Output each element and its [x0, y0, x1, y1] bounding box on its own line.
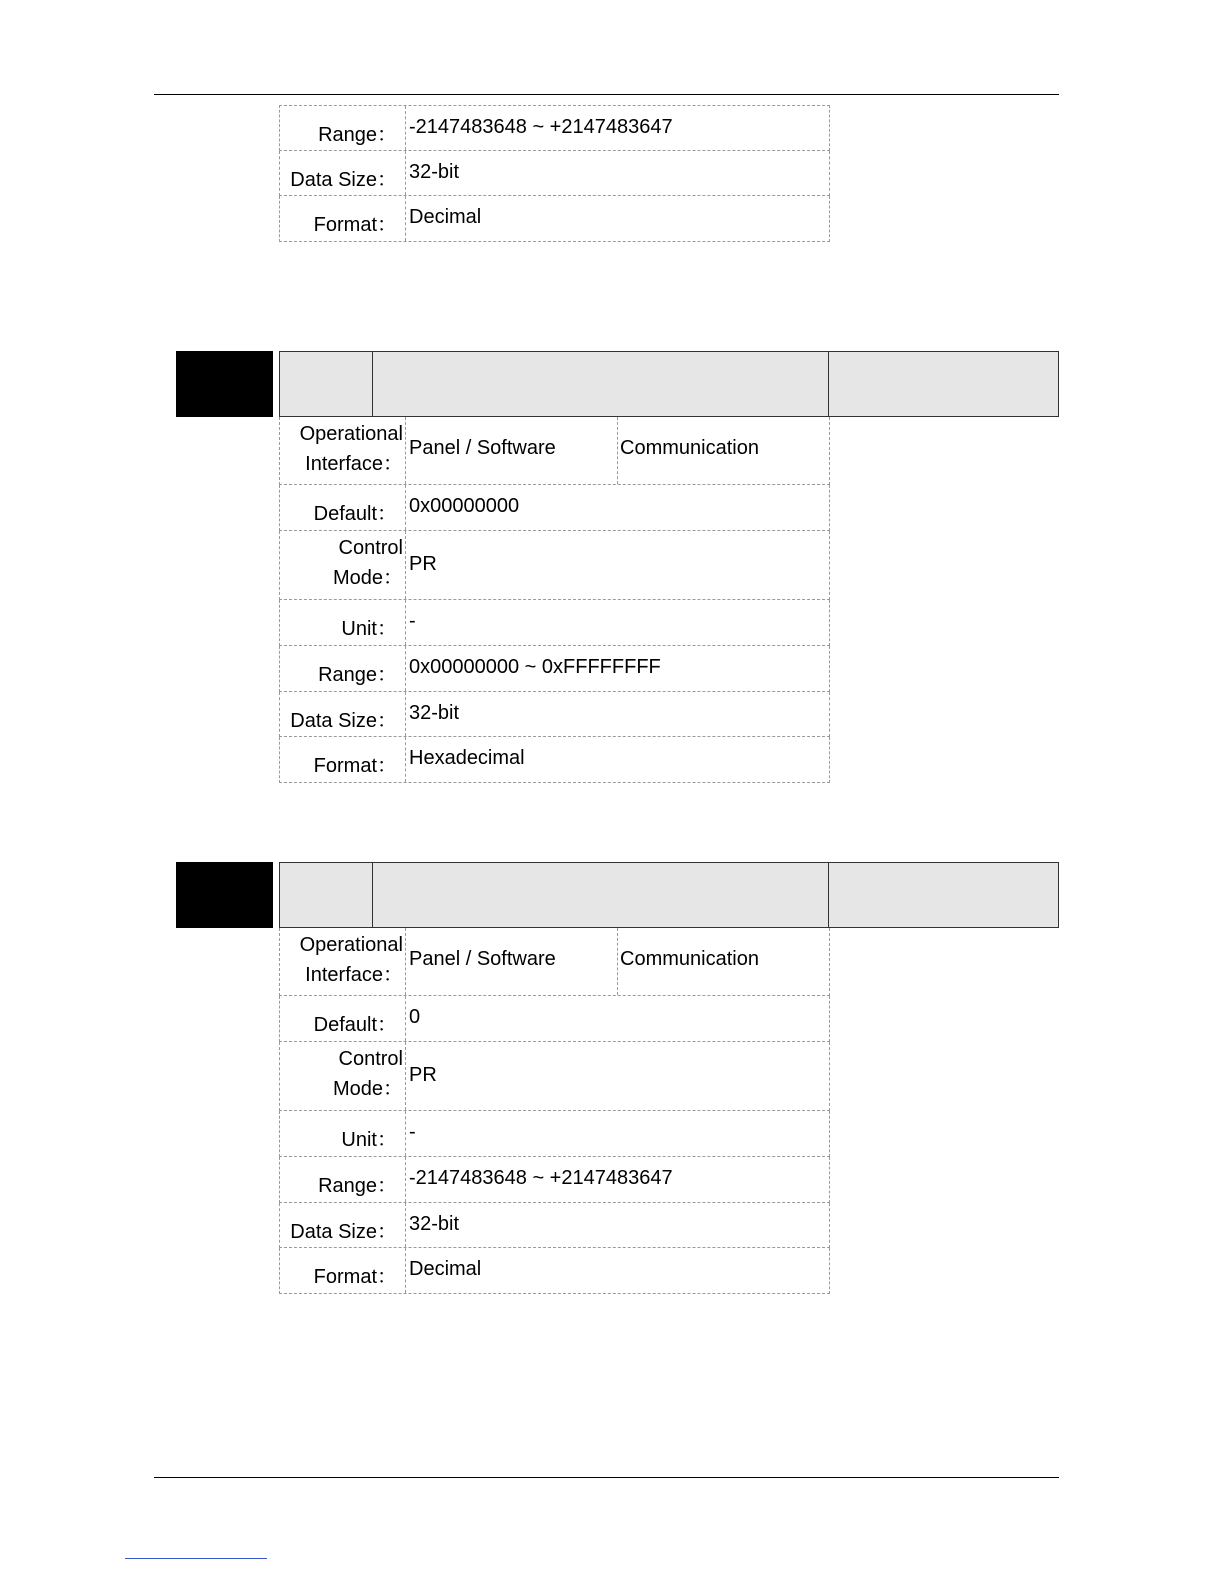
interface-panel-software: Panel / Software	[409, 437, 556, 459]
unit-label: Unit：	[341, 618, 397, 640]
format-label: Format：	[313, 1266, 397, 1288]
range-row	[279, 1157, 830, 1203]
data-size-row	[279, 692, 830, 737]
param2-code-box	[176, 862, 273, 928]
unit-value: -	[409, 610, 416, 632]
range-value: 0x00000000 ~ 0xFFFFFFFF	[409, 656, 661, 678]
data-size-label: Data Size：	[290, 710, 397, 732]
footer-link-underline[interactable]	[125, 1558, 267, 1559]
control-mode-label-line1: Control	[338, 1048, 403, 1070]
data-size-row	[279, 151, 830, 196]
param2-table	[279, 928, 830, 1294]
default-label: Default：	[313, 1014, 397, 1036]
data-size-value: 32-bit	[409, 1213, 460, 1235]
control-mode-label-line2: Mode：	[332, 567, 403, 589]
footer-rule	[154, 1477, 1059, 1478]
default-value: 0x00000000	[409, 495, 520, 517]
control-mode-label-line2: Mode：	[332, 1078, 403, 1100]
range-label: Range：	[318, 664, 397, 686]
param1-title-box	[279, 351, 1059, 417]
control-mode-value: PR	[409, 1064, 437, 1086]
param1-header	[0, 351, 1224, 417]
range-row	[279, 646, 830, 692]
control-mode-row	[279, 1042, 830, 1111]
format-label: Format：	[313, 755, 397, 777]
interface-label-line2: Interface：	[305, 964, 403, 986]
format-value: Hexadecimal	[409, 747, 525, 769]
interface-row	[279, 417, 830, 485]
unit-row	[279, 600, 830, 646]
default-value: 0	[409, 1006, 421, 1028]
format-label: Format：	[313, 214, 397, 236]
format-value: Decimal	[409, 206, 482, 228]
data-size-label: Data Size：	[290, 169, 397, 191]
unit-label: Unit：	[341, 1129, 397, 1151]
data-size-value: 32-bit	[409, 702, 460, 724]
unit-value: -	[409, 1121, 416, 1143]
range-value: -2147483648 ~ +2147483647	[409, 1167, 673, 1189]
format-value: Decimal	[409, 1258, 482, 1280]
param-table-continued	[279, 105, 830, 242]
param1-table	[279, 417, 830, 783]
data-size-value: 32-bit	[409, 161, 460, 183]
param2-header	[0, 862, 1224, 928]
default-row	[279, 996, 830, 1042]
data-size-row	[279, 1203, 830, 1248]
default-label: Default：	[313, 503, 397, 525]
interface-label-line2: Interface：	[305, 453, 403, 475]
interface-row	[279, 928, 830, 996]
unit-row	[279, 1111, 830, 1157]
data-size-label: Data Size：	[290, 1221, 397, 1243]
interface-panel-software: Panel / Software	[409, 948, 556, 970]
interface-communication: Communication	[620, 437, 759, 459]
interface-communication: Communication	[620, 948, 759, 970]
format-row	[279, 1248, 830, 1294]
range-label: Range：	[318, 1175, 397, 1197]
control-mode-row	[279, 531, 830, 600]
control-mode-label-line1: Control	[338, 537, 403, 559]
range-row	[279, 105, 830, 151]
interface-label-line1: Operational	[299, 934, 403, 956]
default-row	[279, 485, 830, 531]
format-row	[279, 196, 830, 242]
control-mode-value: PR	[409, 553, 437, 575]
format-row	[279, 737, 830, 783]
param1-code-box	[176, 351, 273, 417]
range-value: -2147483648 ~ +2147483647	[409, 116, 673, 138]
range-label: Range：	[318, 124, 397, 146]
header-rule	[154, 94, 1059, 95]
interface-label-line1: Operational	[299, 423, 403, 445]
param2-title-box	[279, 862, 1059, 928]
